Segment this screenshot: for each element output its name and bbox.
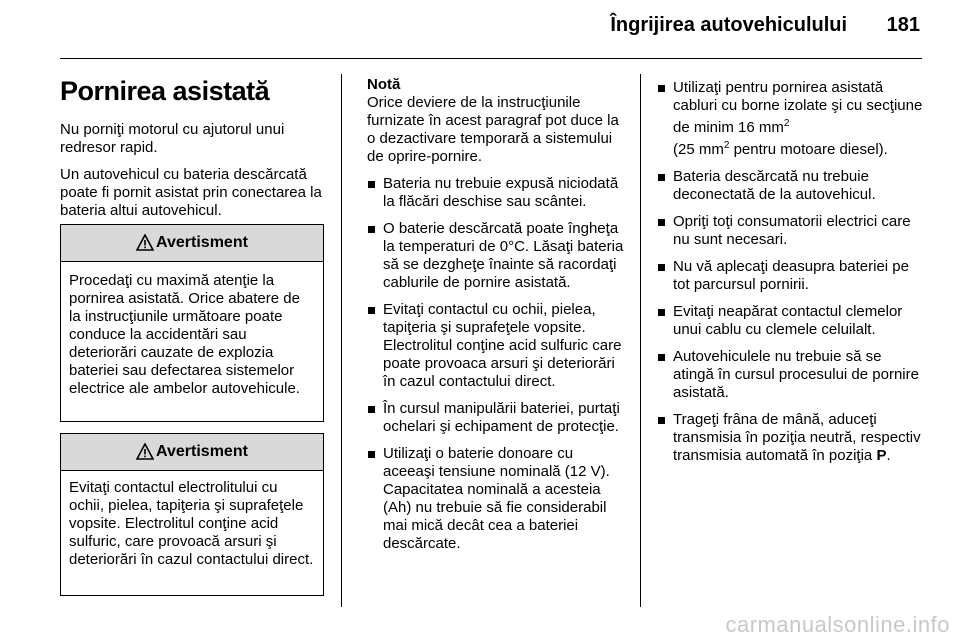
bullet-square-icon — [368, 181, 375, 188]
warning-title: Avertisment — [156, 443, 248, 460]
bullet-square-icon — [368, 226, 375, 233]
list-item: Utilizaţi pentru pornirea asistată cabluri cu borne izolate şi cu secţiune de minim 16 $mm^2$ (25 $mm^2$ pentru motoare diesel). — [657, 79, 925, 159]
column-divider-1 — [341, 74, 342, 607]
bullet-square-icon — [658, 85, 665, 92]
bullet-square-icon — [658, 354, 665, 361]
section-title: Pornirea asistată — [60, 76, 270, 106]
list-item: Evitaţi contactul cu ochii, pielea, tapiţeria şi suprafeţele vopsite. Electrolitul conţine acid sulfuric care poate provoaca arsuri şi deteriorări în cazul contactului direct. — [367, 301, 625, 391]
list-item: Evitaţi neapărat contactul clemelor unui cablu cu clemele celuilalt. — [657, 303, 925, 339]
bullet-square-icon — [658, 219, 665, 226]
warning-body: Evitaţi contactul electrolitului cu ochii, pielea, tapiţeria şi suprafeţele vopsite. Electrolitul conţine acid sulfuric, care provoacă arsuri şi deteriorări în cazul contactului direct. — [69, 479, 314, 568]
list-item: Bateria nu trebuie expusă niciodată la flăcări deschise sau scântei. — [367, 175, 625, 211]
column-3 — [657, 70, 925, 465]
warning-box-2 — [60, 433, 324, 596]
warning-title: Avertisment — [156, 234, 248, 251]
chapter-title: Îngrijirea autovehiculului — [610, 14, 848, 36]
header-rule — [60, 58, 922, 59]
intro-paragraph-1: Nu porniţi motorul cu ajutorul unui redresor rapid. — [60, 121, 285, 156]
warning-body: Procedaţi cu maximă atenţie la pornirea asistată. Orice abatere de la instrucţiunile următoare poate conduce la accidentări sau deteriorări cauzate de explozia bateriei sau defectarea sistemelor electrice ale ambelor autovehicule. — [69, 272, 300, 397]
list-item: Bateria descărcată nu trebuie deconectată de la autovehicul. — [657, 168, 925, 204]
warning-header — [61, 434, 323, 471]
bullet-list-col2 — [367, 175, 625, 553]
list-item: Utilizaţi o baterie donoare cu aceeaşi tensiune nominală (12 V). Capacitatea nominală a acesteia (Ah) nu trebuie să fie considerabil mai mică decât cea a bateriei descărcate. — [367, 445, 625, 553]
note-title: Notă — [367, 76, 401, 93]
note-body: Orice deviere de la instrucţiunile furnizate în acest paragraf pot duce la o dezactivare temporară a sistemului de oprire-pornire. — [367, 94, 619, 165]
watermark: carmanualsonline.info — [725, 612, 950, 637]
list-item: Autovehiculele nu trebuie să se atingă în cursul procesului de pornire asistată. — [657, 348, 925, 402]
list-item: Opriţi toţi consumatorii electrici care nu sunt necesari. — [657, 213, 925, 249]
intro-text — [60, 121, 324, 220]
list-item: Nu vă aplecaţi deasupra bateriei pe tot parcursul pornirii. — [657, 258, 925, 294]
bullet-square-icon — [658, 417, 665, 424]
list-item: Trageţi frâna de mână, aduceţi transmisia în poziţia neutră, respectiv transmisia automată în poziţia P. — [657, 411, 925, 465]
intro-paragraph-2: Un autovehicul cu bateria descărcată poate fi pornit asistat prin conectarea la bateria altui autovehicul. — [60, 166, 322, 219]
bullet-square-icon — [658, 174, 665, 181]
bullet-square-icon — [368, 451, 375, 458]
warning-header — [61, 225, 323, 262]
warning-triangle-icon — [136, 443, 154, 461]
page-header — [610, 14, 920, 37]
warning-box-1 — [60, 224, 324, 422]
bullet-square-icon — [658, 309, 665, 316]
bullet-square-icon — [368, 406, 375, 413]
list-item: O baterie descărcată poate îngheţa la temperaturi de 0°C. Lăsaţi bateria să se dezgheţe înainte să racordaţi cablurile de pornire asistată. — [367, 220, 625, 292]
column-2 — [367, 76, 625, 553]
list-item: În cursul manipulării bateriei, purtaţi ochelari şi echipament de protecţie. — [367, 400, 625, 436]
warning-triangle-icon — [136, 234, 154, 252]
page-number: 181 — [886, 14, 920, 36]
column-divider-2 — [640, 74, 641, 607]
bullet-list-col3 — [657, 79, 925, 465]
bullet-square-icon — [368, 307, 375, 314]
bullet-square-icon — [658, 264, 665, 271]
